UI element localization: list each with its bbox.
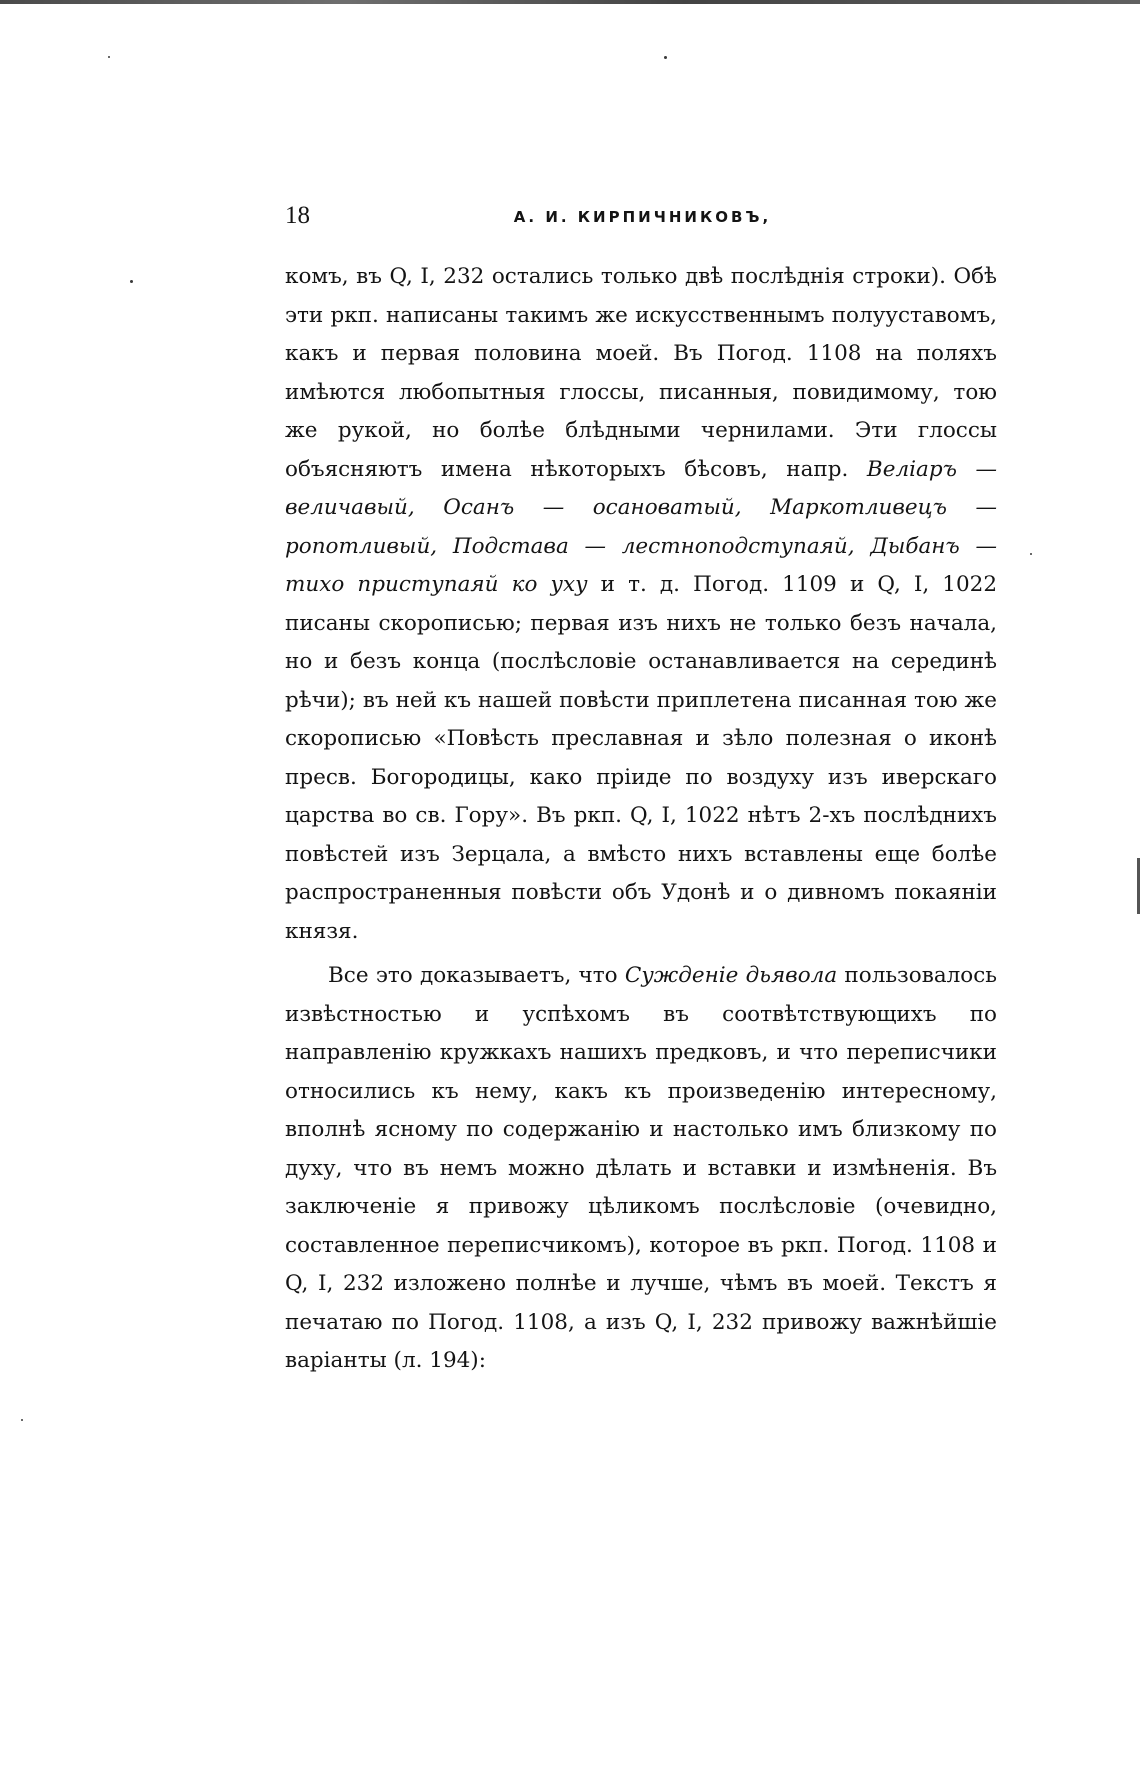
scan-speck	[1030, 553, 1032, 555]
scan-speck	[108, 56, 110, 58]
body-text	[285, 258, 997, 1381]
paragraph-conclusion	[285, 957, 997, 1381]
scan-top-edge	[0, 0, 1140, 4]
paragraph1-text-b: и т. д. Погод. 1109 и Q, I, 1022 писаны скорописью; первая изъ нихъ не только безъ начала, но и безъ конца (послѣсловіе останавливается на серединѣ рѣчи); въ ней къ нашей повѣсти приплетена писанная тою же скорописью «Повѣсть преславная и зѣло полезная о иконѣ пресв. Богородицы, како пріиде по воздуху изъ иверскаго царства во св. Гору». Въ ркп. Q, I, 1022 нѣтъ 2-хъ послѣднихъ повѣстей изъ Зерцала, а вмѣсто нихъ вставлены еще болѣе распространенныя повѣсти объ Удонѣ и о дивномъ покаяніи князя.	[285, 572, 998, 944]
page-number: 18	[285, 202, 310, 229]
scan-speck	[21, 1419, 23, 1421]
scan-speck	[664, 56, 667, 59]
paragraph2-italic-title: Сужденіе дьявола	[624, 963, 838, 988]
paragraph1-italic-glosses: Веліаръ — величавый, Осанъ — осановатый, Маркотливецъ — ропотливый, Подстава — лестноподступаяй, Дыбанъ — тихо приступаяй ко уху	[285, 456, 997, 597]
page-header	[285, 202, 1000, 232]
running-head: А. И. КИРПИЧНИКОВЪ,	[513, 208, 772, 226]
paragraph2-text-b: пользовалось извѣстностью и успѣхомъ въ соотвѣтствующихъ по направленію кружкахъ нашихъ предковъ, и что переписчики относились къ нему, какъ къ произведенію интересному, вполнѣ ясному по содержанію и настолько имъ близкому по духу, что въ немъ можно дѣлать и вставки и измѣненія. Въ заключеніе я привожу цѣликомъ послѣсловіе (очевидно, составленное переписчикомъ), которое въ ркп. Погод. 1108 и Q, I, 232 изложено полнѣе и лучше, чѣмъ въ моей. Текстъ я печатаю по Погод. 1108, а изъ Q, I, 232 привожу важнѣйшіе варіанты (л. 194):	[285, 963, 997, 1373]
paragraph-continued	[285, 258, 997, 951]
paragraph1-text-a: комъ, въ Q, I, 232 остались только двѣ послѣднія строки). Обѣ эти ркп. написаны такимъ же искусственнымъ полууставомъ, какъ и первая половина моей. Въ Погод. 1108 на поляхъ имѣются любопытныя глоссы, писанныя, повидимому, тою же рукой, но болѣе блѣдными чернилами. Эти глоссы объясняютъ имена нѣкоторыхъ бѣсовъ, напр.	[285, 264, 997, 482]
paragraph2-text-a: Все это доказываетъ, что	[328, 963, 625, 988]
scan-speck	[130, 280, 133, 283]
